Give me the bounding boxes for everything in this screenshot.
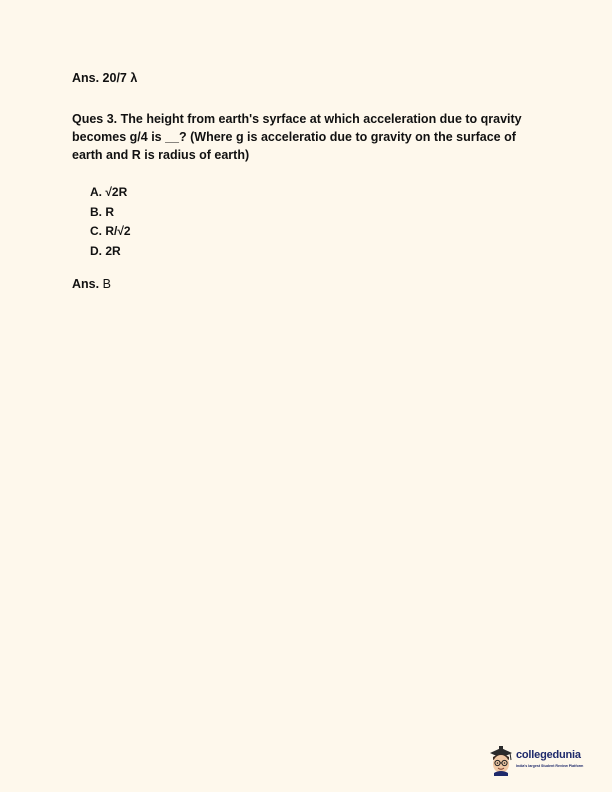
student-mascot-icon — [488, 744, 514, 776]
answer-label: Ans. — [72, 277, 100, 291]
brand-tagline: India's largest Student Review Platform — [516, 764, 584, 768]
option-a: A. √2R — [90, 185, 128, 199]
options-list — [90, 183, 131, 261]
answer-value: B — [102, 277, 111, 291]
answer-line — [72, 277, 111, 291]
brand-logo — [488, 744, 592, 778]
previous-answer: Ans. 20/7 λ — [72, 71, 138, 85]
option-c: C. R/√2 — [90, 224, 131, 238]
brand-name: collegedunia — [516, 749, 581, 761]
option-d: D. 2R — [90, 243, 121, 258]
question-text: Ques 3. The height from earth's syrface at which acceleration due to qravity becomes g/4 is __? (Where g is acceleratio due to gravity on the surface of earth and R is radius of earth) — [72, 112, 522, 162]
option-b: B. R — [90, 204, 114, 219]
